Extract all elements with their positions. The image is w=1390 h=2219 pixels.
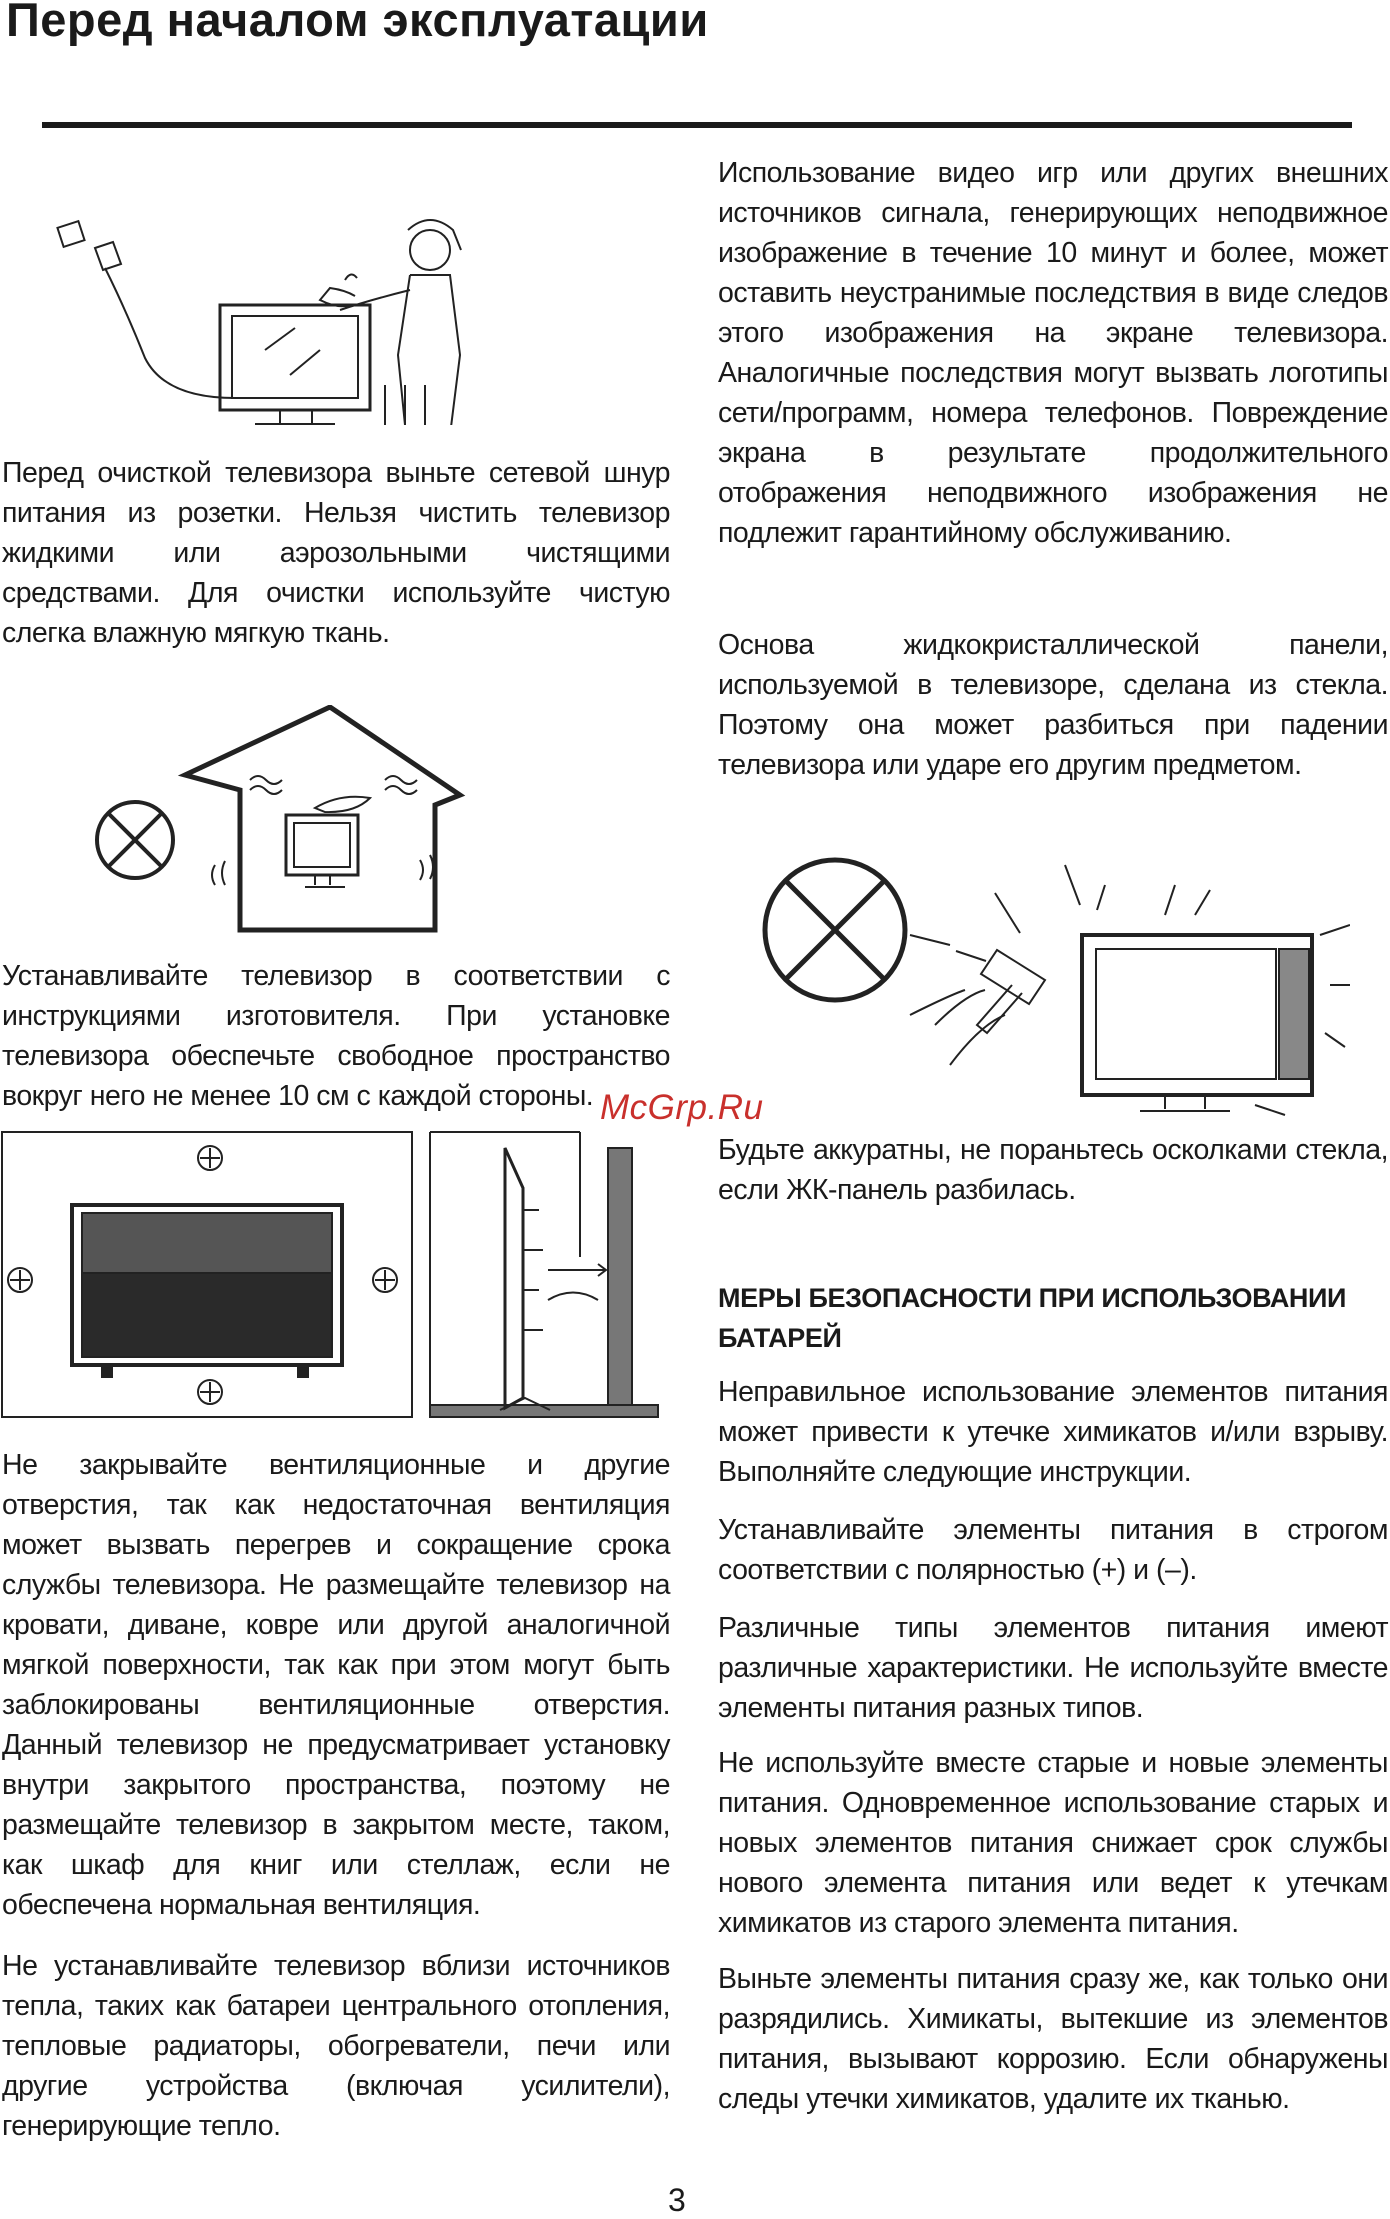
paragraph-battery-1: Неправильное использование элементов питания может привести к утечке химикатов и/или взрыву. Выполняйте следующие инструкции. xyxy=(718,1376,1388,1488)
page-number: 3 xyxy=(668,2182,686,2218)
paragraph-careful: Будьте аккуратны, не пораньтесь осколками стекла, если ЖК-панель разбилась. xyxy=(718,1134,1388,1206)
hammer-tv-prohibited-icon xyxy=(760,855,1350,1120)
paragraph-install: Устанавливайте телевизор в соответствии с инструкциями изготовителя. При установке телевизора обеспечьте свободное пространство вокруг него не менее 10 см с каждой стороны. xyxy=(2,960,670,1112)
paragraph-battery-2: Устанавливайте элементы питания в строгом соответствии с полярностью (+) и (–). xyxy=(718,1514,1388,1586)
watermark[interactable]: McGrp.Ru xyxy=(600,1088,764,1127)
cleaning-illustration xyxy=(50,210,470,425)
humidity-illustration xyxy=(90,705,470,935)
impact-illustration xyxy=(760,855,1350,1120)
prohibited-house-tv-icon xyxy=(90,705,470,935)
title-divider xyxy=(42,122,1352,128)
paragraph-ventilation: Не закрывайте вентиляционные и другие отверстия, так как недостаточная вентиляция может вызвать перегрев и сокращение срока службы телевизора. Не размещайте телевизор на кровати, диване, ковре или другой аналогичной мягкой поверхности, так как при этом могут быть заблокированы вентиляционные отверстия. Данный телевизор не предусматривает установку внутри закрытого пространства, поэтому не размещайте телевизор в закрытом месте, таком, как шкаф для книг или стеллаж, если не обеспечена нормальная вентиляция. xyxy=(2,1449,670,1921)
clearance-illustration xyxy=(0,1130,660,1420)
paragraph-battery-4: Не используйте вместе старые и новые элементы питания. Одновременное использование старых и новых элементов питания снижает срок службы нового элемента питания или ведет к утечкам химикатов из старого элемента питания. xyxy=(718,1747,1388,1939)
paragraph-battery-3: Различные типы элементов питания имеют различные характеристики. Не используйте вместе элементы питания разных типов. xyxy=(718,1612,1388,1724)
paragraph-glass: Основа жидкокристаллической панели, используемой в телевизоре, сделана из стекла. Поэтому она может разбиться при падении телевизора или ударе его другим предметом. xyxy=(718,629,1388,781)
paragraph-battery-5: Выньте элементы питания сразу же, как только они разрядились. Химикаты, вытекшие из элементов питания, вызывают коррозию. Если обнаружены следы утечки химикатов, удалите их тканью. xyxy=(718,1963,1388,2115)
tv-clearance-diagram-icon xyxy=(0,1130,660,1420)
paragraph-static-image: Использование видео игр или других внешних источников сигнала, генерирующих неподвижное изображение в течение 10 минут и более, может оставить неустранимые последствия в виде следов этого изображения на экране телевизора. Аналогичные последствия могут вызвать логотипы сети/программ, номера телефонов. Повреждение экрана в результате продолжительного отображения неподвижного изображения не подлежит гарантийному обслуживанию. xyxy=(718,157,1388,549)
paragraph-cleaning: Перед очисткой телевизора выньте сетевой шнур питания из розетки. Нельзя чистить телевизор жидкими или аэрозольными чистящими средствами. Для очистки используйте чистую слегка влажную мягкую ткань. xyxy=(2,457,670,649)
page-title: Перед началом эксплуатации xyxy=(6,0,709,46)
paragraph-heat: Не устанавливайте телевизор вблизи источников тепла, таких как батареи центрального отопления, тепловые радиаторы, обогреватели, печи или другие устройства (включая усилители), генерирующие тепло. xyxy=(2,1950,670,2142)
woman-cleaning-tv-icon xyxy=(50,210,470,425)
battery-safety-heading: МЕРЫ БЕЗОПАСНОСТИ ПРИ ИСПОЛЬЗОВАНИИ БАТАРЕЙ xyxy=(718,1283,1347,1353)
